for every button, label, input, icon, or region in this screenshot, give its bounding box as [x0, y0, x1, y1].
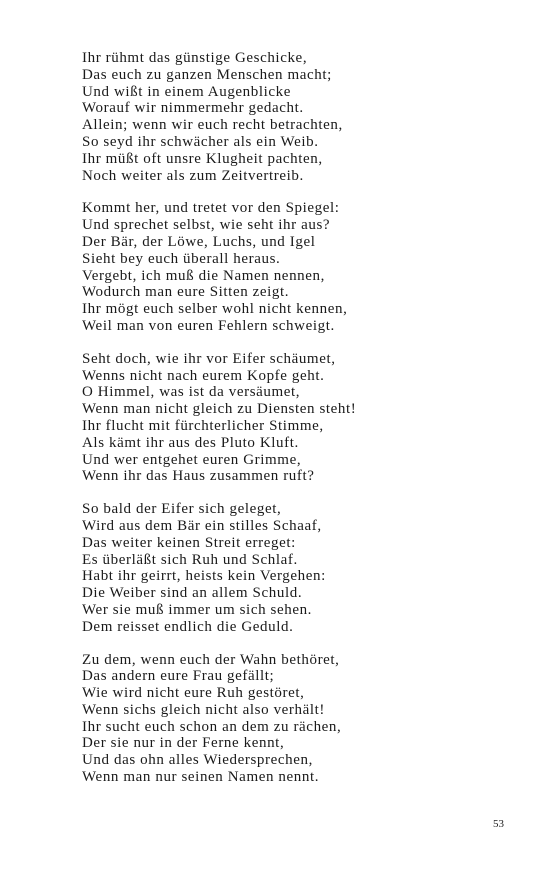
poem-line: So seyd ihr schwächer als ein Weib. — [82, 133, 319, 150]
poem-line: Sieht bey euch überall heraus. — [82, 250, 281, 267]
poem-line: Ihr müßt oft unsre Klugheit pachten, — [82, 150, 323, 167]
poem-line: Das andern eure Frau gefällt; — [82, 668, 275, 685]
poem-line: Kommt her, und tretet vor den Spiegel: — [82, 200, 340, 217]
poem-body — [82, 50, 522, 802]
poem-line: Wenn man nicht gleich zu Diensten steht! — [82, 401, 357, 418]
poem-line: Noch weiter als zum Zeitvertreib. — [82, 167, 304, 184]
poem-line: Seht doch, wie ihr vor Eifer schäumet, — [82, 350, 336, 367]
poem-line: Ihr rühmt das günstige Geschicke, — [82, 50, 308, 66]
poem-line: Wie wird nicht eure Ruh gestöret, — [82, 685, 305, 702]
poem-line: Wenn man nur seinen Namen nennt. — [82, 769, 320, 786]
poem-line: So bald der Eifer sich geleget, — [82, 501, 282, 518]
poem-line: Das weiter keinen Streit erreget: — [82, 534, 296, 551]
poem-line: Habt ihr geirrt, heists kein Vergehen: — [82, 568, 326, 585]
poem-line: Zu dem, wenn euch der Wahn bethöret, — [82, 651, 340, 668]
stanza-2 — [82, 200, 522, 334]
poem-line: Wenn ihr das Haus zusammen ruft? — [82, 468, 315, 485]
poem-line: Ihr flucht mit fürchterlicher Stimme, — [82, 417, 324, 434]
poem-line: Wer sie muß immer um sich sehen. — [82, 601, 313, 618]
stanza-4 — [82, 501, 522, 635]
poem-line: Wird aus dem Bär ein stilles Schaaf, — [82, 517, 322, 534]
poem-line: Dem reisset endlich die Geduld. — [82, 618, 294, 635]
poem-line: Das euch zu ganzen Menschen macht; — [82, 66, 332, 83]
stanza-1 — [82, 50, 522, 184]
poem-line: Und sprechet selbst, wie seht ihr aus? — [82, 217, 331, 234]
poem-line: Wodurch man eure Sitten zeigt. — [82, 284, 290, 301]
poem-line: Und wißt in einem Augenblicke — [82, 83, 292, 100]
poem-line: Ihr mögt euch selber wohl nicht kennen, — [82, 301, 348, 318]
poem-line: Und das ohn alles Wiedersprechen, — [82, 752, 313, 769]
poem-line: Es überläßt sich Ruh und Schlaf. — [82, 551, 298, 568]
poem-line: Weil man von euren Fehlern schweigt. — [82, 317, 335, 334]
poem-line: Als kämt ihr aus des Pluto Kluft. — [82, 434, 299, 451]
poem-line: Die Weiber sind an allem Schuld. — [82, 585, 303, 602]
poem-line: Vergebt, ich muß die Namen nennen, — [82, 267, 325, 284]
stanza-5 — [82, 652, 522, 786]
poem-line: Ihr sucht euch schon an dem zu rächen, — [82, 718, 342, 735]
stanza-3 — [82, 351, 522, 485]
poem-line: Der sie nur in der Ferne kennt, — [82, 735, 285, 752]
poem-line: Worauf wir nimmermehr gedacht. — [82, 100, 304, 117]
poem-line: Allein; wenn wir euch recht betrachten, — [82, 117, 343, 134]
poem-line: Der Bär, der Löwe, Luchs, und Igel — [82, 233, 316, 250]
page-number: 53 — [493, 818, 504, 830]
poem-line: Wenns nicht nach eurem Kopfe geht. — [82, 367, 325, 384]
poem-line: Wenn sichs gleich nicht also verhält! — [82, 701, 326, 718]
poem-line: Und wer entgehet euren Grimme, — [82, 451, 302, 468]
poem-line: O Himmel, was ist da versäumet, — [82, 384, 301, 401]
